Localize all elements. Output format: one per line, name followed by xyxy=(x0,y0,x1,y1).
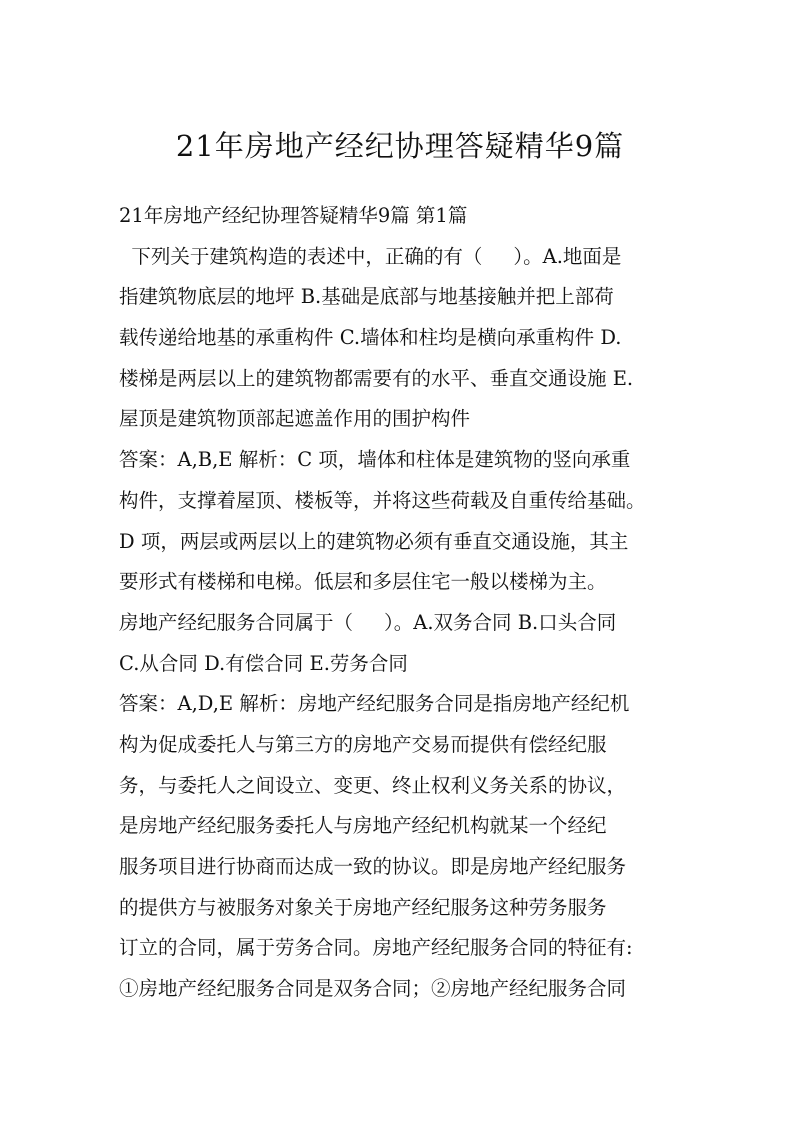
answer-2-line: 构为促成委托人与第三方的房地产交易而提供有偿经纪服 xyxy=(119,732,607,756)
question-1-line: 载传递给地基的承重构件 C.墙体和柱均是横向承重构件 D. xyxy=(119,326,622,350)
question-1-line: 楼梯是两层以上的建筑物都需要有的水平、垂直交通设施 E. xyxy=(119,366,634,390)
answer-1-line: D 项，两层或两层以上的建筑物必须有垂直交通设施，其主 xyxy=(119,529,629,553)
answer-1-line: 答案：A,B,E 解析：C 项，墙体和柱体是建筑物的竖向承重 xyxy=(119,448,631,472)
question-1-line: 下列关于建筑构造的表述中，正确的有（ ）。A.地面是 xyxy=(119,244,622,268)
answer-2-line: 答案：A,D,E 解析：房地产经纪服务合同是指房地产经纪机 xyxy=(119,692,630,716)
answer-2-line: ①房地产经纪服务合同是双务合同；②房地产经纪服务合同 xyxy=(119,977,627,1001)
question-2-line: 房地产经纪服务合同属于（ ）。A.双务合同 B.口头合同 xyxy=(119,610,617,634)
answer-2-line: 的提供方与被服务对象关于房地产经纪服务这种劳务服务 xyxy=(119,895,607,919)
section-heading: 21年房地产经纪协理答疑精华9篇 第1篇 xyxy=(119,204,468,227)
answer-2-line: 订立的合同，属于劳务合同。房地产经纪服务合同的特征有: xyxy=(119,936,633,960)
question-1-line: 屋顶是建筑物顶部起遮盖作用的围护构件 xyxy=(119,407,471,431)
question-2-line: C.从合同 D.有偿合同 E.劳务合同 xyxy=(119,651,408,675)
question-1-line: 指建筑物底层的地坪 B.基础是底部与地基接触并把上部荷 xyxy=(119,285,614,309)
answer-1-line: 构件，支撑着屋顶、楼板等，并将这些荷载及自重传给基础。 xyxy=(119,488,646,512)
document-body xyxy=(119,196,687,1010)
answer-2-line: 务，与委托人之间设立、变更、终止权利义务关系的协议， xyxy=(119,773,627,797)
answer-2-line: 服务项目进行协商而达成一致的协议。即是房地产经纪服务 xyxy=(119,855,627,878)
answer-2-line: 是房地产经纪服务委托人与房地产经纪机构就某一个经纪 xyxy=(119,814,607,838)
document-title: 21年房地产经纪协理答疑精华9篇 xyxy=(175,129,625,163)
answer-1-line: 要形式有楼梯和电梯。低层和多层住宅一般以楼梯为主。 xyxy=(119,570,607,594)
